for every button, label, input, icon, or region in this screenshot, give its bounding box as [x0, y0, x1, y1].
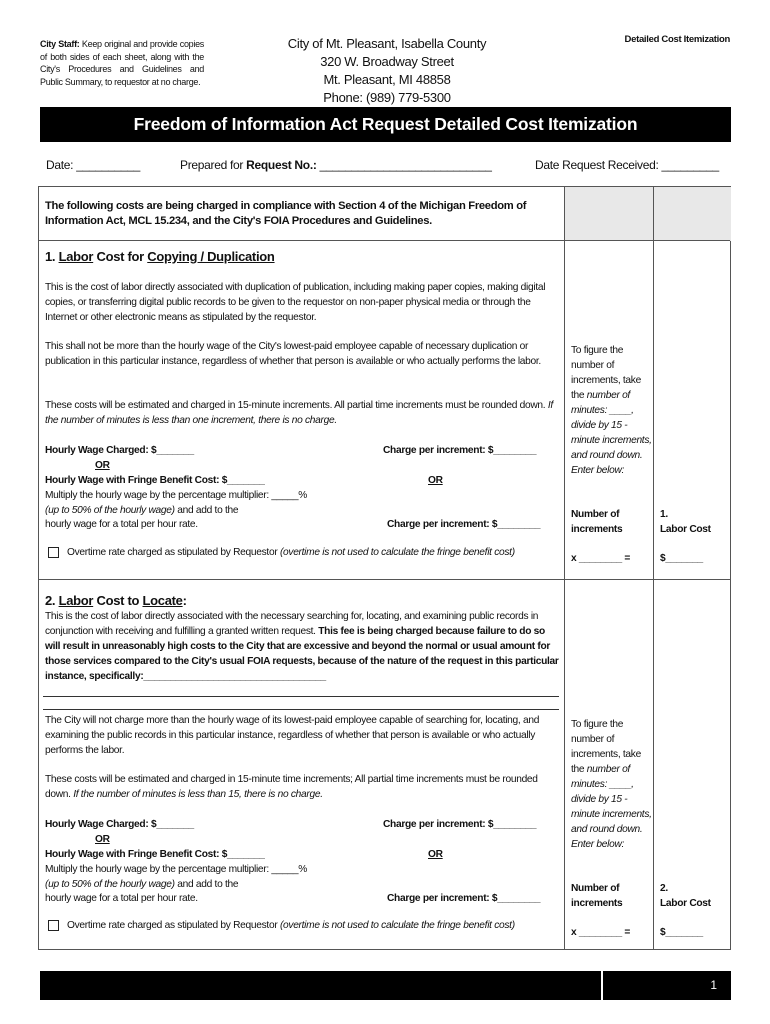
section-2-overtime-checkbox[interactable]: [48, 920, 59, 931]
row-divider-2: [39, 579, 730, 580]
section-2-fringe-wage[interactable]: Hourly Wage with Fringe Benefit Cost: $_______: [45, 849, 265, 860]
section-2-upto: (up to 50% of the hourly wage) and add to the: [45, 879, 239, 890]
footer-bar-right: [603, 971, 731, 1000]
section-1-charge-per-increment-2[interactable]: Charge per increment: $________: [387, 519, 541, 530]
section-2-side-note: To figure the number of increments, take the number of minutes: ____, divide by 15 -minute increments, and round down. Enter below:: [571, 719, 652, 850]
section-1-cost-input[interactable]: $_______: [660, 553, 703, 564]
section-1-hourly-total: hourly wage for a total per hour rate.: [45, 519, 198, 530]
section-2-blank-line-1[interactable]: [43, 696, 559, 697]
section-1-or-1: OR: [95, 460, 110, 471]
intro-text: The following costs are being charged in compliance with Section 4 of the Michigan Freedom of Information Act, MCL 15.234, and the City's FOIA Procedures and Guidelines.: [45, 200, 527, 227]
column-divider-2: [653, 187, 654, 949]
section-1-upto: (up to 50% of the hourly wage) and add to the: [45, 505, 239, 516]
section-2-overtime-label: Overtime rate charged as stipulated by Requestor (overtime is not used to calculate the fringe benefit cost): [67, 920, 515, 931]
city-address-block: [262, 35, 512, 107]
section-1-fringe-wage[interactable]: Hourly Wage with Fringe Benefit Cost: $_______: [45, 475, 265, 486]
page-number: 1: [710, 978, 717, 992]
section-1-charge-per-increment-1[interactable]: Charge per increment: $________: [383, 445, 537, 456]
section-2-increments: These costs will be estimated and charged in 15-minute time increments; All partial time increments must be rounded down. If the number of minutes is less than 15, there is no charge.: [45, 774, 538, 800]
section-2-charge-per-increment-2[interactable]: Charge per increment: $________: [387, 893, 541, 904]
section-2-title: 2. Labor Cost to Locate:: [45, 593, 187, 608]
section-1-cost-number: 1.: [660, 509, 668, 520]
section-1-title: 1. Labor Cost for Copying / Duplication: [45, 249, 275, 264]
section-2-cost-number: 2.: [660, 883, 668, 894]
section-2-hourly-total: hourly wage for a total per hour rate.: [45, 893, 198, 904]
section-1-overtime-checkbox[interactable]: [48, 547, 59, 558]
section-2-cost-input[interactable]: $_______: [660, 927, 703, 938]
section-1-or-2: OR: [428, 475, 443, 486]
section-2-cost-label: Labor Cost: [660, 898, 711, 909]
date-field[interactable]: Date: __________: [46, 158, 140, 172]
section-1-multiplier[interactable]: Multiply the hourly wage by the percentage multiplier: _____%: [45, 490, 308, 501]
city-zip: Mt. Pleasant, MI 48858: [323, 72, 451, 87]
section-1-cost-label: Labor Cost: [660, 524, 711, 535]
section-1-increments-input[interactable]: x ________ =: [571, 553, 631, 564]
section-1-side-note: To figure the number of increments, take the number of minutes: ____, divide by 15 -minute increments, and round down. Enter below:: [571, 345, 652, 476]
cost-itemization-table: [38, 186, 731, 950]
section-2-increments-input[interactable]: x ________ =: [571, 927, 631, 938]
section-1-hourly-wage[interactable]: Hourly Wage Charged: $_______: [45, 445, 194, 456]
section-2-multiplier[interactable]: Multiply the hourly wage by the percentage multiplier: _____%: [45, 864, 308, 875]
page-title: Freedom of Information Act Request Detailed Cost Itemization: [40, 107, 731, 142]
column-divider-1: [564, 187, 565, 949]
header-shade-2: [654, 187, 731, 241]
request-number-field[interactable]: Prepared for Request No.: ___________________________: [180, 158, 492, 172]
section-2-or-2: OR: [428, 849, 443, 860]
section-2-description: This is the cost of labor directly associated with the necessary searching for, locating, and examining public records in conjunction with receiving and fulfilling a granted written request. This fee is being charged because failure to do so will result in unreasonably high costs to the City that are excessive and beyond the normal or usual amount for those services compared to the City's usual FOIA requests, because of the nature of the request in this particular instance, specifically:__________________________________: [45, 611, 559, 682]
section-1-overtime-label: Overtime rate charged as stipulated by Requestor (overtime is not used to calculate the fringe benefit cost): [67, 547, 515, 558]
section-2-hourly-wage[interactable]: Hourly Wage Charged: $_______: [45, 819, 194, 830]
section-2-blank-line-2[interactable]: [43, 709, 559, 710]
city-name: City of Mt. Pleasant, Isabella County: [287, 36, 487, 51]
section-1-wage-limit: This shall not be more than the hourly wage of the City's lowest-paid employee capable of necessary duplication or publication in this particular instance, regardless of whether that person is available or who actually performs the labor.: [45, 341, 541, 367]
section-2-number-of-increments: Number of increments: [571, 883, 623, 909]
header-shade-1: [565, 187, 653, 241]
section-2-or-1: OR: [95, 834, 110, 845]
document-tag: Detailed Cost Itemization: [624, 34, 730, 45]
footer-bar-left: [40, 971, 601, 1000]
section-1-number-of-increments: Number of increments: [571, 509, 623, 535]
section-1-increments: These costs will be estimated and charged in 15-minute increments. All partial time increments must be rounded down. If the number of minutes is less than one increment, there is no charge.: [45, 400, 553, 426]
section-1-description: This is the cost of labor directly associated with duplication of publication, including making paper copies, making digital copies, or transferring digital public records to be given to the requestor on non-paper physical media or through the Internet or other electronic means as stipulated by the requestor.: [45, 282, 546, 323]
city-phone: Phone: (989) 779-5300: [323, 90, 451, 105]
city-street: 320 W. Broadway Street: [320, 54, 454, 69]
section-2-wage-limit: The City will not charge more than the hourly wage of its lowest-paid employee capable of searching for, locating, and examining the public records in this particular instance, regardless of whether that person is available or who actually performs the labor.: [45, 715, 540, 756]
staff-instructions: City Staff: Keep original and provide copies of both sides of each sheet, along with the City's Procedures and Guidelines and Public Summary, to requestor at no charge.: [40, 39, 204, 87]
date-received-field[interactable]: Date Request Received: _________: [535, 158, 719, 172]
section-2-charge-per-increment-1[interactable]: Charge per increment: $________: [383, 819, 537, 830]
row-divider-1: [39, 240, 730, 241]
